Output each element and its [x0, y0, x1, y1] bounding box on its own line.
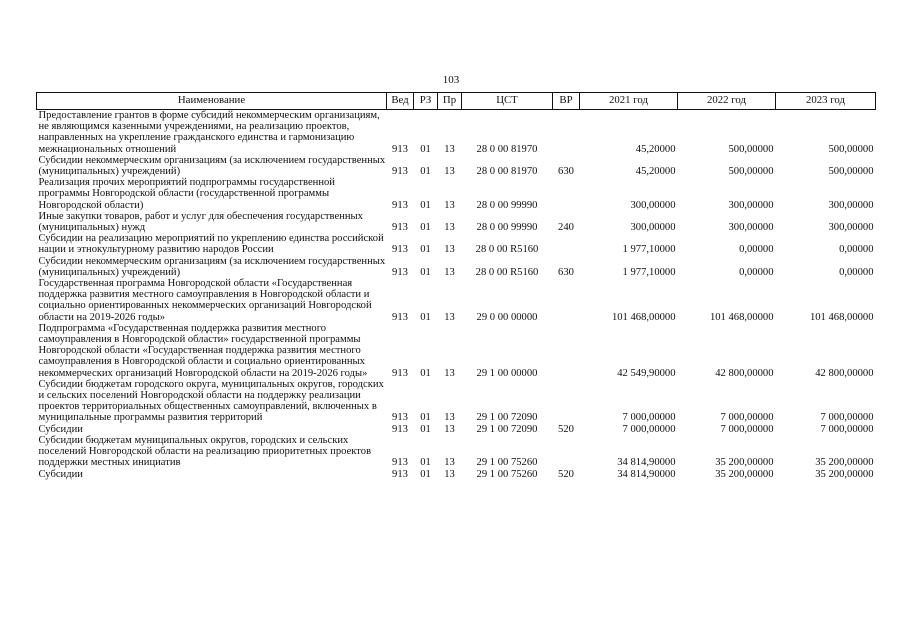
table-row: [37, 424, 876, 435]
row-ved: 913: [392, 244, 408, 256]
row-name: Субсидии: [38, 423, 83, 435]
row-name: Субсидии некоммерческим организациям (за исключением государственных (муниципальных) учреждений): [38, 154, 386, 178]
row-amount-2022: 101 468,00000: [709, 311, 774, 323]
row-amount-2023: 300,00000: [828, 222, 874, 234]
row-name: Государственная программа Новгородской области «Государственная поддержка развития местного самоуправления в Новгородской области и социально ориентированных некоммерческих организаций Новгородской области на 2019-2026 годы»: [38, 278, 372, 323]
table-header: [37, 93, 876, 110]
row-cst: 28 0 00 81970: [476, 166, 538, 178]
row-amount-2022: 0,00000: [739, 244, 774, 256]
row-ved: 913: [392, 423, 408, 435]
table-row: [37, 256, 876, 278]
header-2021: 2021 год: [580, 93, 678, 110]
row-cst: 29 0 00 00000: [476, 311, 538, 323]
table-row: [37, 379, 876, 424]
page-number: 103: [442, 74, 460, 86]
row-vr: [553, 233, 580, 255]
row-vr: 630: [558, 266, 574, 278]
table-row: [37, 110, 876, 155]
row-rz: 01: [420, 468, 431, 480]
row-amount-2021: 7 000,00000: [622, 423, 676, 435]
row-rz: 01: [420, 222, 431, 234]
row-name: Подпрограмма «Государственная поддержка развития местного самоуправления в Новгородской области» государственной программы Новгородской области «Государственная поддержка развития местного самоуправления в Новгородской области и социально ориентированных некоммерческих организаций Новгородской области на 2019-2026 годы»: [38, 322, 368, 379]
row-amount-2023: 42 800,00000: [815, 367, 874, 379]
row-name: Субсидии на реализацию мероприятий по укреплению единства российской нации и этнокультурному развитию народов России: [38, 233, 384, 256]
header-name: Наименование: [37, 93, 387, 110]
row-pr: 13: [444, 468, 455, 480]
row-cst: 29 1 00 00000: [476, 367, 538, 379]
table-row: [37, 233, 876, 255]
row-pr: 13: [444, 457, 455, 469]
row-amount-2022: 500,00000: [728, 143, 774, 155]
row-cst: 28 0 00 81970: [476, 143, 538, 155]
row-name: Предоставление грантов в форме субсидий некоммерческим организациям, не являющимся казенными учреждениями, на реализацию проектов, направленных на укрепление гражданского единства и гармонизацию межнациональных отношений: [38, 110, 380, 155]
row-amount-2021: 7 000,00000: [622, 412, 676, 424]
row-cst: 29 1 00 72090: [476, 412, 538, 424]
row-amount-2022: 300,00000: [728, 199, 774, 211]
header-vr: ВР: [553, 93, 580, 110]
row-amount-2023: 0,00000: [839, 244, 874, 256]
row-amount-2021: 1 977,10000: [622, 266, 676, 278]
row-pr: 13: [444, 367, 455, 379]
row-cst: 28 0 00 R5160: [475, 244, 539, 256]
row-pr: 13: [444, 266, 455, 278]
row-rz: 01: [420, 367, 431, 379]
row-vr: [553, 177, 580, 211]
row-amount-2021: 45,20000: [635, 143, 676, 155]
row-name: Субсидии: [38, 468, 83, 480]
row-pr: 13: [444, 423, 455, 435]
row-pr: 13: [444, 222, 455, 234]
row-amount-2022: 35 200,00000: [715, 468, 774, 480]
row-vr: [553, 278, 580, 323]
row-cst: 28 0 00 99990: [476, 199, 538, 211]
row-amount-2023: 35 200,00000: [815, 457, 874, 469]
table-body: [37, 110, 876, 480]
row-name: Субсидии некоммерческим организациям (за исключением государственных (муниципальных) учреждений): [38, 255, 386, 278]
row-ved: 913: [392, 143, 408, 155]
row-vr: [553, 110, 580, 155]
row-amount-2021: 1 977,10000: [622, 244, 676, 256]
row-cst: 29 1 00 72090: [476, 423, 538, 435]
row-name: Субсидии бюджетам городского округа, муниципальных округов, городских и сельских поселений Новгородской области на поддержку реализации проектов территориальных общественных самоуправлений, включенных в муниципальные программы развития территорий: [38, 378, 384, 424]
row-amount-2023: 101 468,00000: [809, 311, 874, 323]
table-row: [37, 211, 876, 233]
table-row: [37, 278, 876, 323]
row-amount-2023: 500,00000: [828, 166, 874, 178]
row-vr: 630: [558, 166, 574, 178]
row-amount-2021: 300,00000: [630, 222, 676, 234]
row-ved: 913: [392, 311, 408, 323]
row-rz: 01: [420, 457, 431, 469]
row-vr: 520: [558, 423, 574, 435]
row-amount-2022: 500,00000: [728, 166, 774, 178]
row-amount-2021: 34 814,90000: [617, 457, 676, 469]
table-row: [37, 177, 876, 211]
row-rz: 01: [420, 199, 431, 211]
row-rz: 01: [420, 166, 431, 178]
header-2022: 2022 год: [678, 93, 776, 110]
row-pr: 13: [444, 199, 455, 211]
row-amount-2021: 101 468,00000: [611, 311, 676, 323]
row-vr: [553, 435, 580, 469]
row-name: Субсидии бюджетам муниципальных округов, городских и сельских поселений Новгородской области на реализацию приоритетных проектов поддержки местных инициатив: [38, 434, 372, 469]
row-amount-2023: 35 200,00000: [815, 468, 874, 480]
row-pr: 13: [444, 166, 455, 178]
row-pr: 13: [444, 244, 455, 256]
row-ved: 913: [392, 457, 408, 469]
row-amount-2022: 35 200,00000: [715, 457, 774, 469]
row-amount-2023: 0,00000: [839, 266, 874, 278]
row-amount-2021: 300,00000: [630, 199, 676, 211]
row-vr: [553, 379, 580, 424]
row-vr: [553, 323, 580, 379]
row-amount-2022: 7 000,00000: [720, 412, 774, 424]
row-amount-2023: 300,00000: [828, 199, 874, 211]
table-row: [37, 469, 876, 480]
row-amount-2021: 42 549,90000: [617, 367, 676, 379]
header-pr: Пр: [438, 93, 462, 110]
row-rz: 01: [420, 266, 431, 278]
row-ved: 913: [392, 166, 408, 178]
row-ved: 913: [392, 367, 408, 379]
table-row: [37, 323, 876, 379]
row-cst: 28 0 00 R5160: [475, 266, 539, 278]
row-rz: 01: [420, 311, 431, 323]
row-vr: 240: [558, 222, 574, 234]
row-amount-2021: 45,20000: [635, 166, 676, 178]
row-amount-2021: 34 814,90000: [617, 468, 676, 480]
row-rz: 01: [420, 143, 431, 155]
row-name: Реализация прочих мероприятий подпрограммы государственной программы Новгородской области (государственной программы Новгородской области): [38, 177, 335, 211]
row-rz: 01: [420, 244, 431, 256]
row-amount-2022: 42 800,00000: [715, 367, 774, 379]
row-amount-2022: 0,00000: [739, 266, 774, 278]
row-amount-2023: 7 000,00000: [820, 423, 874, 435]
row-ved: 913: [392, 412, 408, 424]
budget-table: [36, 92, 876, 480]
row-cst: 29 1 00 75260: [476, 468, 538, 480]
row-cst: 28 0 00 99990: [476, 222, 538, 234]
row-amount-2023: 500,00000: [828, 143, 874, 155]
row-pr: 13: [444, 143, 455, 155]
row-cst: 29 1 00 75260: [476, 457, 538, 469]
row-amount-2023: 7 000,00000: [820, 412, 874, 424]
row-pr: 13: [444, 311, 455, 323]
row-rz: 01: [420, 423, 431, 435]
header-cst: ЦСТ: [462, 93, 553, 110]
row-ved: 913: [392, 468, 408, 480]
row-pr: 13: [444, 412, 455, 424]
row-vr: 520: [558, 468, 574, 480]
row-rz: 01: [420, 412, 431, 424]
header-2023: 2023 год: [776, 93, 876, 110]
table-row: [37, 155, 876, 177]
row-name: Иные закупки товаров, работ и услуг для обеспечения государственных (муниципальных) нужд: [38, 210, 363, 234]
header-rz: РЗ: [414, 93, 438, 110]
header-ved: Вед: [387, 93, 414, 110]
row-ved: 913: [392, 266, 408, 278]
row-amount-2022: 300,00000: [728, 222, 774, 234]
row-ved: 913: [392, 222, 408, 234]
row-ved: 913: [392, 199, 408, 211]
table-row: [37, 435, 876, 469]
row-amount-2022: 7 000,00000: [720, 423, 774, 435]
